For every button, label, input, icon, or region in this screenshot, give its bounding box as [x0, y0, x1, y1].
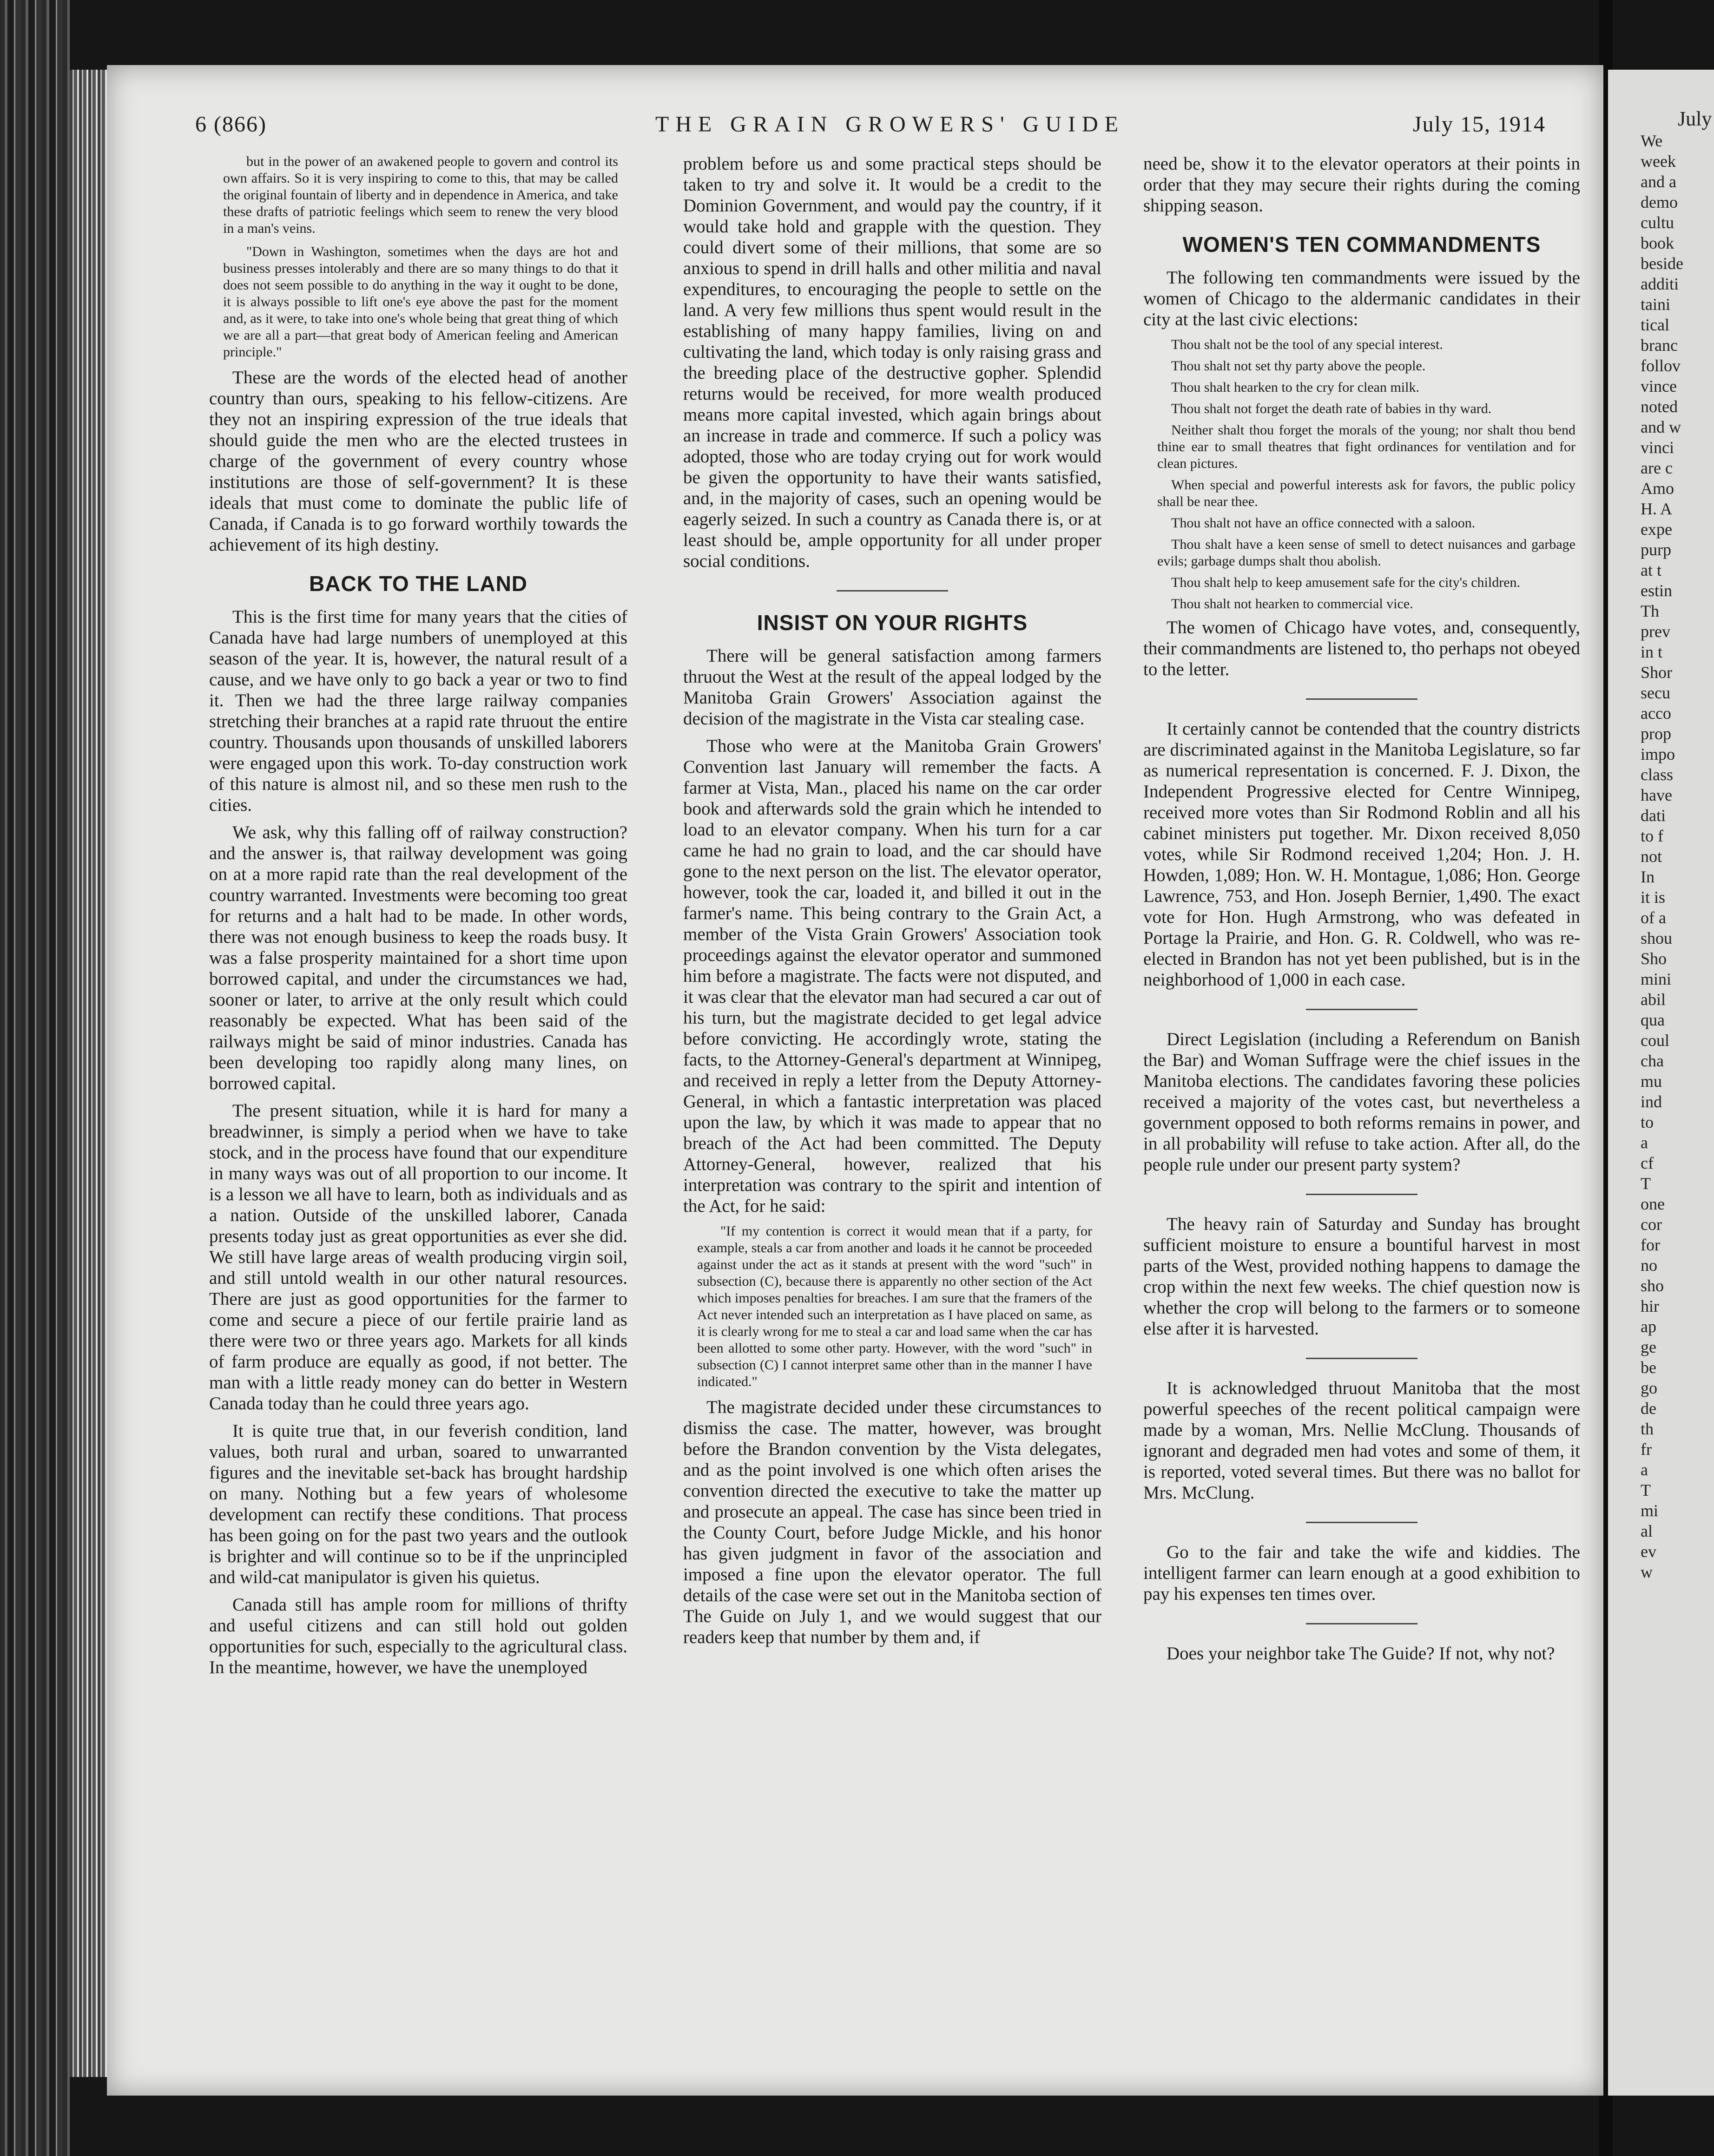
commandment: Thou shalt not have an office connected with a saloon. — [1171, 515, 1476, 531]
adjacent-page-line: cf — [1641, 1154, 1654, 1172]
intro-paragraph: "Down in Washington, sometimes when the days are hot and business presses intolerably and there are so many things to do that it does not seem possible to do anything in the way it ought to be done, it is always possible to lift one's eye above the past for the moment and, as it were, to take into one's whole being that great thing of which we are all a part—that great body of American feeling and American principle." — [223, 244, 618, 360]
adjacent-page-line: dati — [1641, 806, 1666, 825]
intro-paragraph: but in the power of an awakened people to govern and control its own affairs. So it is very inspiring to come to this, that may be called the original fountain of liberty and in dependence in America, and take these drafts of patriotic feelings which seem to renew the very blood in a man's veins. — [223, 154, 618, 236]
article-heading-womens-ten-commandments: WOMEN'S TEN COMMANDMENTS — [1182, 232, 1541, 256]
divider — [1306, 1009, 1417, 1010]
adjacent-page-line: a — [1641, 1133, 1648, 1152]
adjacent-page-line: one — [1641, 1195, 1665, 1213]
adjacent-page-line: to — [1641, 1113, 1654, 1131]
adjacent-page-line: th — [1641, 1420, 1654, 1438]
adjacent-page-line: ge — [1641, 1338, 1656, 1356]
adjacent-page-line: impo — [1641, 745, 1675, 763]
adjacent-page-header: July — [1678, 107, 1712, 130]
editorial-item: Direct Legislation (including a Referendum on Banish the Bar) and Woman Suffrage were the chief issues in the Manitoba elections. The candidates favoring these policies received a majority of the votes cast, but nevertheless a government opposed to both reforms remains in power, and in all probability will refuse to take action. After all, do the people rule under our present party system? — [1143, 1029, 1580, 1175]
column-1 — [209, 153, 627, 2077]
adjacent-page-line: it is — [1641, 888, 1666, 907]
adjacent-page-line: for — [1641, 1236, 1660, 1254]
adjacent-page-line: qua — [1641, 1011, 1665, 1029]
adjacent-page-line: fr — [1641, 1440, 1652, 1459]
commandment: Thou shalt not forget the death rate of babies in thy ward. — [1171, 401, 1492, 416]
adjacent-page-line: and w — [1641, 418, 1681, 436]
adjacent-page-line: branc — [1641, 336, 1678, 355]
closing-paragraph: These are the words of the elected head of another country than ours, speaking to his fellow-citizens. Are they not an inspiring expression of the true ideals that should guide the men who are the elected trustees in charge of the government of every country whose institutions are those of self-government? It is these ideals that must come to dominate the public life of Canada, if Canada is to go forward worthily towards the achievement of its high destiny. — [209, 368, 627, 555]
adjacent-page-line: beside — [1641, 254, 1683, 273]
divider — [1306, 1358, 1417, 1359]
adjacent-page-line: a — [1641, 1460, 1648, 1479]
adjacent-page-line: T — [1641, 1174, 1651, 1193]
adjacent-page-line: ind — [1641, 1092, 1662, 1111]
adjacent-page-line: hir — [1641, 1297, 1659, 1315]
adjacent-page-line: mu — [1641, 1072, 1662, 1091]
article-paragraph: This is the first time for many years that the cities of Canada have had large numbers of unemployed at this season of the year. It is, however, the natural result of a cause, and we have only to go back a year or two to find it. Then we had the three large railway companies stretching their branches at a rapid rate thruout the entire country. Thousands upon thousands of unskilled laborers were engaged upon this work. To-day construction work of this nature is almost nil, and so these men rush to the cities. — [209, 607, 627, 815]
column-2 — [683, 153, 1101, 2077]
adjacent-page-line: be — [1641, 1358, 1656, 1377]
editorial-item: The heavy rain of Saturday and Sunday has brought sufficient moisture to ensure a bountiful harvest in most parts of the West, provided nothing happens to damage the crop within the next few weeks. The chief question now is whether the crop will belong to the farmers or to someone else after it is harvested. — [1143, 1214, 1580, 1339]
adjacent-page-line: not — [1641, 847, 1662, 866]
commandment: Thou shalt have a keen sense of smell to detect nuisances and garbage evils; garbage dumps shalt thou abolish. — [1157, 537, 1576, 569]
article-heading-back-to-the-land: BACK TO THE LAND — [309, 572, 528, 596]
divider — [1306, 698, 1417, 700]
divider — [1306, 1522, 1417, 1523]
article-paragraph: It is quite true that, in our feverish condition, land values, both rural and urban, soared to unwarranted figures and the inevitable set-back has brought hardship on many. Nothing but a few years of wholesome development can rectify these conditions. That process has been going on for the past two years and the outlook is brighter and will continue so to be if the unprincipled and wild-cat manipulator is given his quietus. — [209, 1421, 627, 1587]
adjacent-page-line: ap — [1641, 1317, 1656, 1336]
divider — [1306, 1194, 1417, 1195]
article-paragraph: The magistrate decided under these circumstances to dismiss the case. The matter, however, was brought before the Brandon convention by the Vista delegates, and as the point involved is one which often arises the convention directed the executive to take the matter up and prosecute an appeal. The case has since been tried in the County Court, before Judge Mickle, and his honor has given judgment in favor of the association and imposed a fine upon the elevator operator. The full details of the case were set out in the Manitoba section of The Guide on July 1, and we would suggest that our readers keep that number by them and, if — [683, 1397, 1101, 1647]
article-heading-insist-on-your-rights: INSIST ON YOUR RIGHTS — [757, 611, 1028, 635]
commandment: Thou shalt not be the tool of any special interest. — [1171, 337, 1443, 352]
issue-date: July 15, 1914 — [1413, 112, 1546, 137]
adjacent-page-line: shou — [1641, 929, 1673, 947]
adjacent-page-line: and a — [1641, 172, 1676, 191]
article-paragraph: Those who were at the Manitoba Grain Growers' Convention last January will remember the facts. A farmer at Vista, Man., placed his name on the car order book and afterwards sold the grain which he intended to load to an elevator company. When his turn for a car came he had no grain to load, and the car should have gone to the next person on the list. The elevator operator, however, took the car, loaded it, and billed it out in the farmer's name. This being contrary to the Grain Act, a member of the Vista Grain Growers' Association took proceedings against the elevator operator and summoned him before a magistrate. The facts were not disputed, and it was clear that the elevator man had secured a car out of his turn, but the magistrate decided to get legal advice before convicting. He accordingly wrote, stating the facts, to the Attorney-General's department at Winnipeg, and received in reply a letter from the Deputy Attorney-General, in which a fantastic interpretation was placed upon the law, by which it was made to appear that no breach of the Act had been committed. The Deputy Attorney-General, however, realized that his interpretation was contrary to the spirit and intention of the Act, for he said: — [683, 736, 1101, 1216]
continued-paragraph: need be, show it to the elevator operators at their points in order that they may secure their rights during the coming shipping season. — [1143, 154, 1580, 216]
editorial-item: It certainly cannot be contended that the country districts are discriminated against in the Manitoba Legislature, so far as numerical representation is concerned. F. J. Dixon, the Independent Progressive elected for Centre Winnipeg, received more votes than Sir Rodmond Roblin and all his cabinet ministers put together. Mr. Dixon received 8,050 votes, while Sir Rodmond received 1,204; Hon. J. H. Howden, 1,089; Hon. W. H. Montague, 1,086; Hon. George Lawrence, 753, and Hon. Joseph Bernier, 1,490. The exact vote for Hon. Hugh Armstrong, who was defeated in Portage la Prairie, and Hon. G. R. Coldwell, who was re-elected in Brandon has not yet been published, but is in the neighborhood of 1,000 in each case. — [1143, 719, 1580, 990]
divider — [1306, 1623, 1417, 1624]
adjacent-page-line: Th — [1641, 602, 1659, 620]
commandment: Thou shalt help to keep amusement safe for the city's children. — [1171, 575, 1521, 590]
adjacent-page-line: vince — [1641, 377, 1677, 395]
divider — [837, 590, 948, 592]
editorial-item: Go to the fair and take the wife and kiddies. The intelligent farmer can learn enough at a good exhibition to pay his expenses ten times over. — [1143, 1542, 1580, 1604]
commandments-outro: The women of Chicago have votes, and, consequently, their commandments are listened to, tho perhaps not obeyed to the letter. — [1143, 618, 1580, 679]
adjacent-page-line: ev — [1641, 1542, 1656, 1561]
adjacent-page-line: tical — [1641, 316, 1669, 334]
article-paragraph: Canada still has ample room for millions of thrifty and useful citizens and can still hold out golden opportunities for such, especially to the agricultural class. In the meantime, however, we have the unemployed — [209, 1595, 627, 1677]
adjacent-page-line: book — [1641, 234, 1674, 252]
adjacent-page-line: taini — [1641, 295, 1670, 314]
adjacent-page-line: sho — [1641, 1276, 1664, 1295]
adjacent-page-line: acco — [1641, 704, 1671, 723]
article-paragraph: The present situation, while it is hard for many a breadwinner, is simply a period when we have to take stock, and in the process have found that our expenditure in many ways was out of all proportion to our income. It is a lesson we all have to learn, both as individuals and as a nation. Outside of the unskilled laborer, Canada presents today just as great opportunities as ever she did. We still have large areas of wealth producing virgin soil, and still untold wealth in our other natural resources. There are just as good opportunities for the farmer to come and secure a piece of our fertile prairie land as there were two or three years ago. Markets for all kinds of farm produce are equally as good, if not better. The man with a little ready money can do better in Western Canada today than he could three years ago. — [209, 1101, 627, 1413]
adjacent-page-line: coul — [1641, 1031, 1669, 1050]
adjacent-page-line: additi — [1641, 275, 1679, 293]
adjacent-page-line: week — [1641, 152, 1676, 171]
adjacent-page-line: vinci — [1641, 438, 1674, 457]
commandment: Thou shalt not set thy party above the people. — [1171, 358, 1426, 374]
editorial-item: It is acknowledged thruout Manitoba that the most powerful speeches of the recent political campaign were made by a woman, Mrs. Nellie McClung. Thousands of ignorant and degraded men had votes and some of them, it is reported, voted several times. But there was no ballot for Mrs. McClung. — [1143, 1378, 1580, 1503]
adjacent-page-line: at t — [1641, 561, 1661, 579]
adjacent-page-line: purp — [1641, 540, 1671, 559]
adjacent-page-line: noted — [1641, 397, 1678, 416]
adjacent-page-line: T — [1641, 1481, 1651, 1499]
adjacent-page-line: mi — [1641, 1501, 1659, 1520]
adjacent-page-line: to f — [1641, 827, 1663, 845]
column-3 — [1143, 153, 1580, 2077]
quotation: "If my contention is correct it would mean that if a party, for example, steals a car from another and loads it he cannot be proceeded against under the act as it stands at present with the word "such" in subsection (C), because there is apparently no other section of the Act which imposes penalties for breaches. I am sure that the framers of the Act never intended such an interpretation as I have placed on same, as it is clearly wrong for me to steal a car and load same when the car has been allotted to some other party. However, with the word "such" in subsection (C) I cannot interpret same other than in the manner I have indicated." — [697, 1223, 1092, 1389]
article-paragraph: We ask, why this falling off of railway construction? and the answer is, that railway development was going on at a more rapid rate than the real development of the country warranted. Investments were becoming too great for returns and a halt had to be made. In other words, there was not enough business to keep the roads busy. It was a false prosperity maintained for a short time upon borrowed capital, and under the circumstances we had, sooner or later, to arrive at the only result which could reasonably be expected. What has been said of the railways might be said of minor industries. Canada has been developing too rapidly along many lines, on borrowed capital. — [209, 822, 627, 1093]
adjacent-page-line: prop — [1641, 724, 1671, 743]
newspaper-page — [107, 65, 1603, 2096]
adjacent-page-line: no — [1641, 1256, 1657, 1275]
continued-paragraph: problem before us and some practical steps should be taken to try and solve it. It would be a credit to the Dominion Government, and would pay the country, if it would take hold and grapple with the question. They could divert some of their millions, that some are so anxious to spend in drill halls and other militia and naval expenditures, to encouraging the people to settle on the land. A very few millions thus spent would result in the establishing of many happy families, living on and cultivating the land, which today is only raising grass and the breeding place of the destructive gopher. Splendid returns would be received, for more wealth produced means more capital invested, which again brings about an increase in trade and commerce. If such a policy was adopted, those who are today crying out for work would be given the opportunity to have their wants satisfied, and, in the majority of cases, such an opening would be eagerly seized. In such a country as Canada there is, or at least should be, ample opportunity for all under proper social conditions. — [683, 154, 1101, 571]
page-header — [107, 112, 1603, 144]
commandment: When special and powerful interests ask for favors, the public policy shall be near thee. — [1157, 477, 1576, 509]
adjacent-page-line: cha — [1641, 1052, 1664, 1070]
adjacent-page-line: cultu — [1641, 213, 1674, 232]
commandment: Thou shalt not hearken to commercial vice. — [1171, 596, 1413, 611]
adjacent-page-line: Shor — [1641, 663, 1673, 682]
adjacent-page-line: of a — [1641, 908, 1666, 927]
adjacent-page-line: w — [1641, 1563, 1653, 1581]
adjacent-page-line: de — [1641, 1399, 1656, 1418]
adjacent-page-line: Amo — [1641, 479, 1674, 498]
adjacent-page-line: Sho — [1641, 949, 1667, 968]
page-number: 6 (866) — [195, 112, 267, 137]
adjacent-page-line: go — [1641, 1379, 1657, 1397]
adjacent-page-line: mini — [1641, 970, 1672, 988]
adjacent-page-line: We — [1641, 131, 1663, 150]
adjacent-page-line: in t — [1641, 643, 1663, 661]
adjacent-page-line: al — [1641, 1522, 1653, 1540]
adjacent-page-line: abil — [1641, 990, 1666, 1009]
commandment: Thou shalt hearken to the cry for clean milk. — [1171, 380, 1419, 395]
adjacent-page-line: follov — [1641, 356, 1681, 375]
book-binding — [0, 0, 70, 2156]
adjacent-page-line: H. A — [1641, 500, 1673, 518]
adjacent-page-line: are c — [1641, 459, 1673, 477]
commandment: Neither shalt thou forget the morals of the young; nor shalt thou bend thine ear to small theatres that fight ordinances for ventilation and for clean pictures. — [1157, 422, 1576, 471]
adjacent-page-line: In — [1641, 868, 1655, 886]
editorial-item: Does your neighbor take The Guide? If not, why not? — [1167, 1643, 1555, 1663]
adjacent-page-fragment — [1608, 70, 1714, 2096]
adjacent-page-line: estin — [1641, 581, 1672, 600]
adjacent-page-line: expe — [1641, 520, 1672, 539]
publication-title: THE GRAIN GROWERS' GUIDE — [655, 112, 1125, 137]
adjacent-page-lines — [1608, 131, 1714, 1582]
adjacent-page-line: class — [1641, 765, 1673, 784]
adjacent-page-line: prev — [1641, 622, 1670, 641]
adjacent-page-line: demo — [1641, 193, 1678, 211]
adjacent-page-line: cor — [1641, 1215, 1662, 1234]
adjacent-page-line: have — [1641, 786, 1672, 804]
article-paragraph: There will be general satisfaction among farmers thruout the West at the result of the appeal lodged by the Manitoba Grain Growers' Association against the decision of the magistrate in the Vista car stealing case. — [683, 646, 1101, 729]
adjacent-page-line: secu — [1641, 684, 1670, 702]
commandments-intro: The following ten commandments were issued by the women of Chicago to the aldermanic candidates in their city at the last civic elections: — [1143, 268, 1580, 329]
